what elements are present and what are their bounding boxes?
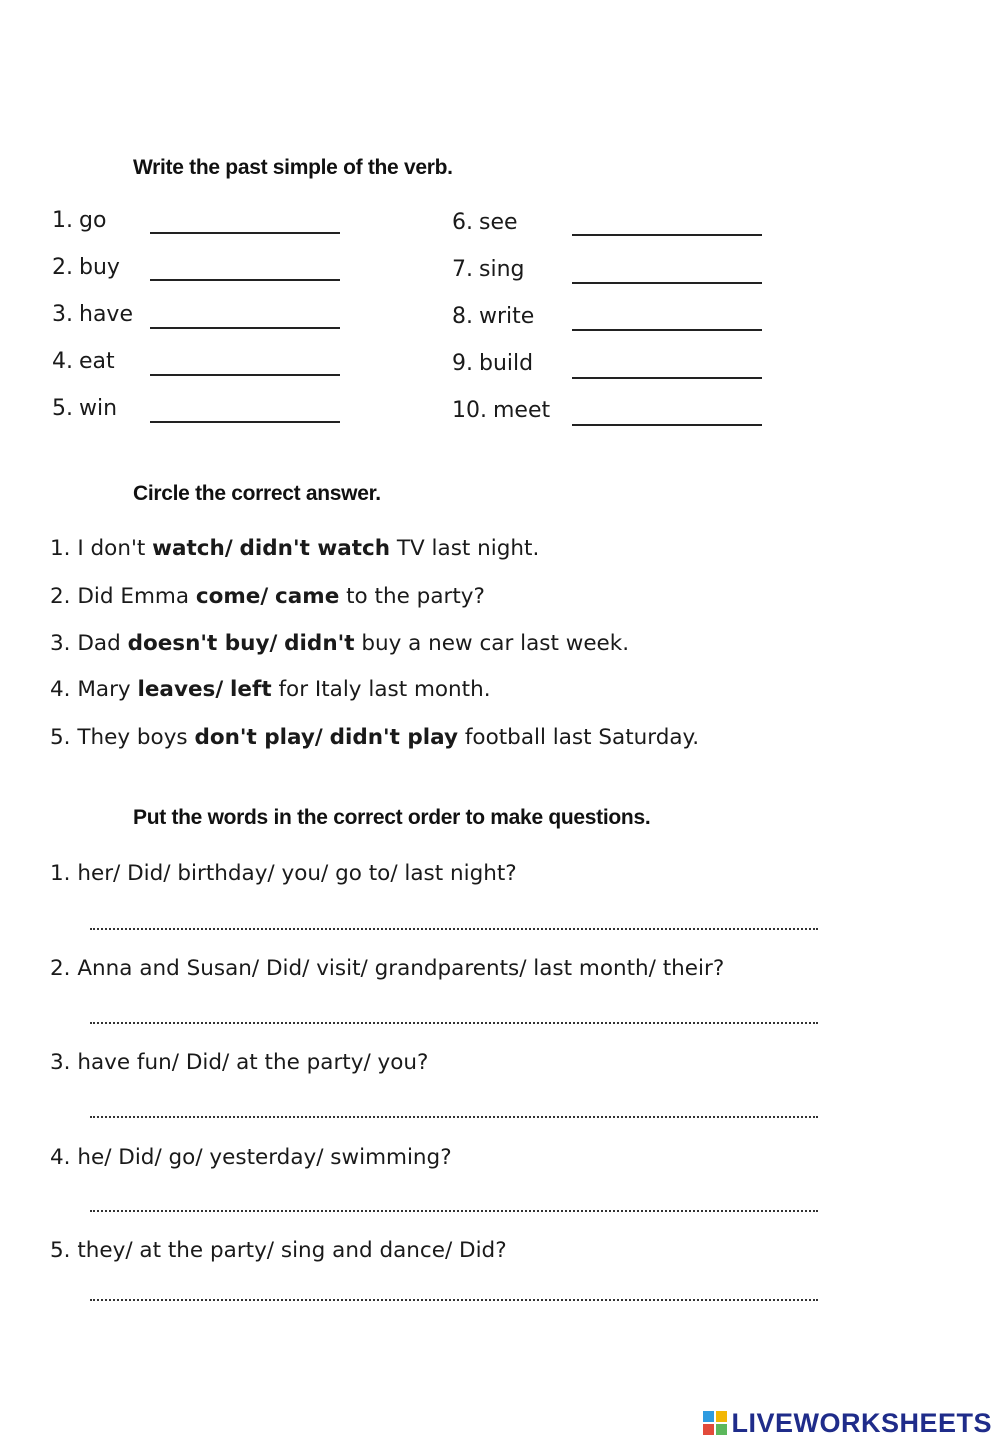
- verb-word: buy: [79, 255, 120, 280]
- verb-number: 9.: [452, 351, 473, 376]
- section1-heading: Write the past simple of the verb.: [133, 156, 453, 179]
- verb-item-10: [452, 398, 550, 423]
- verb-word: win: [79, 396, 118, 421]
- order-question-5: 5. they/ at the party/ sing and dance/ Did?: [50, 1238, 507, 1263]
- verb-item-1: [52, 208, 106, 233]
- section2-heading: Circle the correct answer.: [133, 482, 381, 505]
- verb-number: 6.: [452, 210, 473, 235]
- verb-word: have: [79, 302, 133, 327]
- answer-line-7[interactable]: [572, 282, 762, 284]
- answer-dotted-line-5[interactable]: [90, 1299, 818, 1301]
- order-question-4: 4. he/ Did/ go/ yesterday/ swimming?: [50, 1145, 452, 1170]
- section3-heading: Put the words in the correct order to make questions.: [133, 806, 651, 829]
- choice-option-a[interactable]: doesn't buy/: [127, 631, 278, 656]
- verb-word: meet: [493, 398, 551, 423]
- answer-line-1[interactable]: [150, 232, 340, 234]
- answer-line-3[interactable]: [150, 327, 340, 329]
- answer-line-5[interactable]: [150, 421, 340, 423]
- verb-word: see: [479, 210, 518, 235]
- circle-sentence-4: 4. Mary leaves/ left for Italy last month.: [50, 677, 491, 702]
- brand-name: LIVEWORKSHEETS: [731, 1407, 992, 1438]
- answer-line-4[interactable]: [150, 374, 340, 376]
- verb-item-2: [52, 255, 120, 280]
- choice-option-a[interactable]: leaves/: [137, 677, 224, 702]
- verb-number: 2.: [52, 255, 73, 280]
- choice-option-b[interactable]: didn't watch: [239, 536, 391, 561]
- choice-option-b[interactable]: didn't play: [329, 725, 459, 750]
- verb-item-6: [452, 210, 518, 235]
- choice-option-a[interactable]: don't play/: [194, 725, 323, 750]
- answer-dotted-line-1[interactable]: [90, 928, 818, 930]
- answer-line-10[interactable]: [572, 424, 762, 426]
- order-question-2: 2. Anna and Susan/ Did/ visit/ grandparents/ last month/ their?: [50, 956, 725, 981]
- answer-dotted-line-2[interactable]: [90, 1022, 818, 1024]
- circle-sentence-5: 5. They boys don't play/ didn't play football last Saturday.: [50, 725, 700, 750]
- answer-line-9[interactable]: [572, 377, 762, 379]
- circle-sentence-1: 1. I don't watch/ didn't watch TV last night.: [50, 536, 540, 561]
- answer-dotted-line-4[interactable]: [90, 1210, 818, 1212]
- verb-number: 5.: [52, 396, 73, 421]
- order-question-1: 1. her/ Did/ birthday/ you/ go to/ last night?: [50, 861, 517, 886]
- verb-number: 7.: [452, 257, 473, 282]
- verb-number: 1.: [52, 208, 73, 233]
- verb-word: write: [479, 304, 535, 329]
- verb-number: 3.: [52, 302, 73, 327]
- verb-item-3: [52, 302, 133, 327]
- order-question-3: 3. have fun/ Did/ at the party/ you?: [50, 1050, 429, 1075]
- choice-option-b[interactable]: didn't: [284, 631, 355, 656]
- verb-number: 8.: [452, 304, 473, 329]
- liveworksheets-logo-icon: [703, 1411, 727, 1435]
- verb-word: build: [479, 351, 534, 376]
- circle-sentence-3: 3. Dad doesn't buy/ didn't buy a new car last week.: [50, 631, 630, 656]
- choice-option-a[interactable]: come/: [195, 584, 269, 609]
- verb-item-8: [452, 304, 534, 329]
- answer-line-8[interactable]: [572, 329, 762, 331]
- answer-line-2[interactable]: [150, 279, 340, 281]
- verb-item-5: [52, 396, 117, 421]
- answer-dotted-line-3[interactable]: [90, 1116, 818, 1118]
- circle-sentence-2: 2. Did Emma come/ came to the party?: [50, 584, 485, 609]
- verb-word: sing: [479, 257, 525, 282]
- choice-option-a[interactable]: watch/: [152, 536, 233, 561]
- verb-word: go: [79, 208, 107, 233]
- verb-number: 10.: [452, 398, 487, 423]
- verb-number: 4.: [52, 349, 73, 374]
- liveworksheets-logo[interactable]: [703, 1409, 992, 1437]
- choice-option-b[interactable]: came: [275, 584, 340, 609]
- verb-item-7: [452, 257, 524, 282]
- verb-item-4: [52, 349, 115, 374]
- verb-word: eat: [79, 349, 115, 374]
- answer-line-6[interactable]: [572, 234, 762, 236]
- verb-item-9: [452, 351, 533, 376]
- choice-option-b[interactable]: left: [230, 677, 272, 702]
